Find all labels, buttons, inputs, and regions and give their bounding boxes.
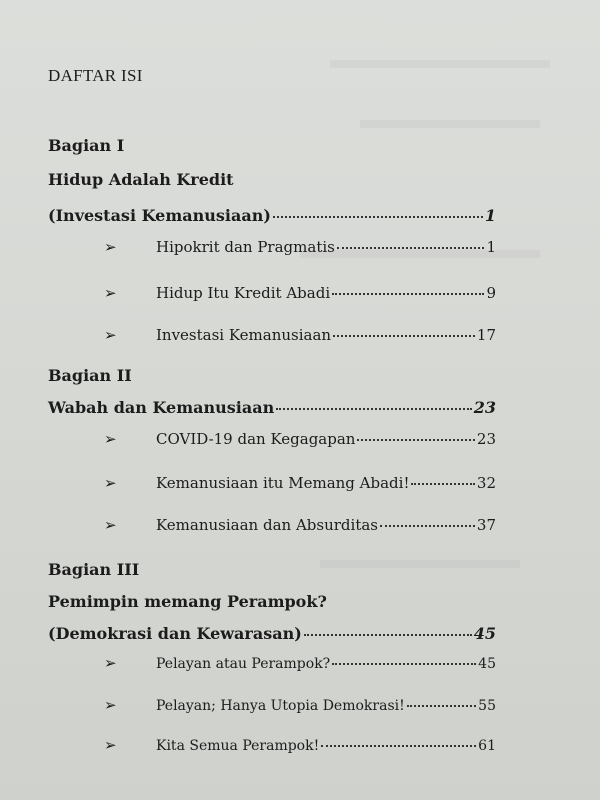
entry-title: Wabah dan Kemanusiaan: [48, 398, 275, 417]
dot-leader: [321, 745, 476, 747]
dot-leader: [411, 483, 474, 485]
entry-page: 55: [478, 698, 496, 714]
toc-heading: DAFTAR ISI: [48, 66, 143, 85]
arrow-bullet-icon: ➢: [104, 474, 117, 492]
arrow-bullet-icon: ➢: [104, 326, 117, 344]
dot-leader: [332, 663, 476, 665]
toc-entry[interactable]: [104, 284, 496, 302]
entry-page: 23: [473, 398, 496, 417]
toc-entry-main[interactable]: [48, 398, 496, 417]
dot-leader: [276, 408, 472, 410]
part-3-subtitle: Pemimpin memang Perampok?: [48, 592, 327, 611]
entry-title: COVID-19 dan Kegagapan: [156, 430, 356, 448]
entry-title: (Demokrasi dan Kewarasan): [48, 624, 302, 643]
entry-page: 1: [484, 206, 496, 225]
dot-leader: [304, 634, 472, 636]
entry-title: (Investasi Kemanusiaan): [48, 206, 271, 225]
entry-page: 1: [486, 238, 496, 256]
arrow-bullet-icon: ➢: [104, 696, 117, 714]
toc-entry[interactable]: [104, 238, 496, 256]
dot-leader: [407, 705, 476, 707]
entry-title: Hipokrit dan Pragmatis: [156, 238, 335, 256]
entry-page: 32: [476, 474, 496, 492]
dot-leader: [337, 247, 485, 249]
toc-entry[interactable]: [104, 326, 496, 344]
entry-page: 61: [478, 738, 496, 754]
toc-entry[interactable]: [104, 696, 496, 714]
toc-entry[interactable]: [104, 474, 496, 492]
toc-entry-main[interactable]: [48, 624, 496, 643]
entry-page: 37: [476, 516, 496, 534]
toc-entry[interactable]: [104, 430, 496, 448]
toc-entry-main[interactable]: [48, 206, 496, 225]
entry-page: 45: [478, 656, 496, 672]
arrow-bullet-icon: ➢: [104, 284, 117, 302]
entry-title: Investasi Kemanusiaan: [156, 326, 332, 344]
dot-leader: [333, 335, 475, 337]
dot-leader: [357, 439, 474, 441]
part-1-subtitle: Hidup Adalah Kredit: [48, 170, 234, 189]
entry-title: Pelayan atau Perampok?: [156, 656, 331, 672]
entry-page: 45: [473, 624, 496, 643]
entry-page: 9: [486, 284, 496, 302]
arrow-bullet-icon: ➢: [104, 238, 117, 256]
entry-title: Kemanusiaan itu Memang Abadi!: [156, 474, 410, 492]
part-3-label: Bagian III: [48, 560, 140, 579]
arrow-bullet-icon: ➢: [104, 516, 117, 534]
toc-entry[interactable]: [104, 516, 496, 534]
entry-title: Kemanusiaan dan Absurditas: [156, 516, 378, 534]
arrow-bullet-icon: ➢: [104, 654, 117, 672]
dot-leader: [380, 525, 475, 527]
entry-page: 23: [476, 430, 496, 448]
toc-entry[interactable]: [104, 654, 496, 672]
entry-title: Pelayan; Hanya Utopia Demokrasi!: [156, 698, 405, 714]
dot-leader: [273, 216, 483, 218]
entry-title: Hidup Itu Kredit Abadi: [156, 284, 331, 302]
arrow-bullet-icon: ➢: [104, 736, 117, 754]
toc-entry[interactable]: [104, 736, 496, 754]
part-1-label: Bagian I: [48, 136, 125, 155]
entry-page: 17: [476, 326, 496, 344]
entry-title: Kita Semua Perampok!: [156, 738, 320, 754]
part-2-label: Bagian II: [48, 366, 132, 385]
dot-leader: [332, 293, 484, 295]
arrow-bullet-icon: ➢: [104, 430, 117, 448]
